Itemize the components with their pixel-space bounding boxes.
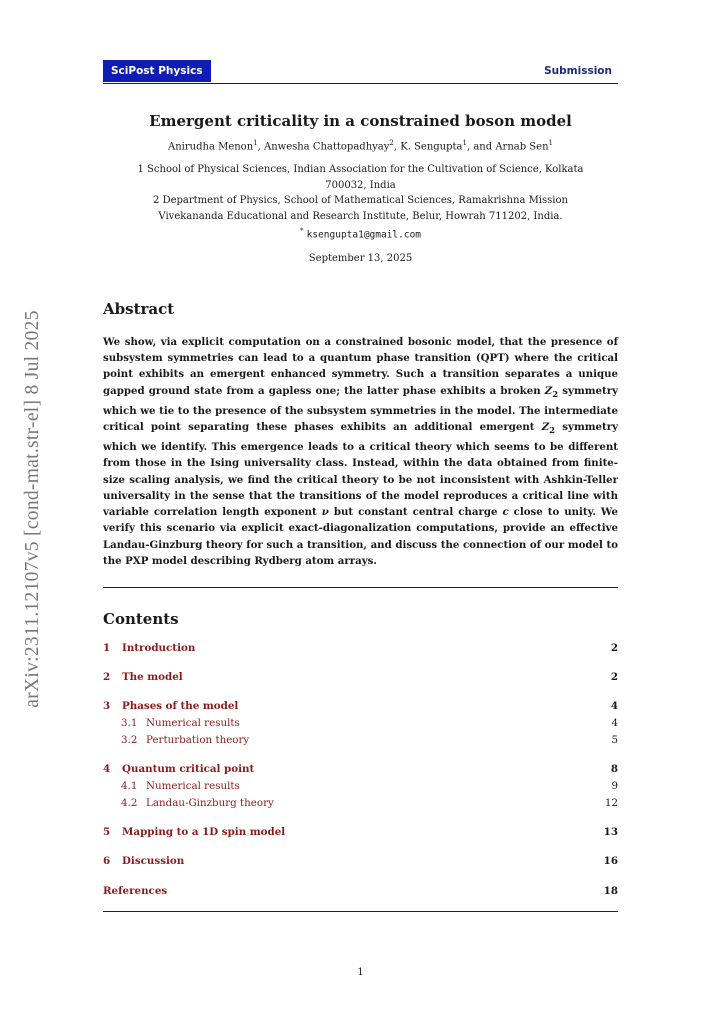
affiliation-1-line-2: 700032, India	[325, 179, 396, 191]
toc-section-introduction[interactable]: 1 Introduction 2	[103, 642, 618, 654]
toc-section-phases[interactable]: 3 Phases of the model 4	[103, 700, 618, 712]
page-header	[103, 60, 618, 84]
abstract-heading: Abstract	[103, 300, 175, 318]
toc-section-the-model[interactable]: 2 The model 2	[103, 671, 618, 683]
author-list: Anirudha Menon$^1$, Anwesha Chattopadhyay$^2$, K. Sengupta$^1$, and Arnab Sen$^1$	[168, 139, 553, 153]
toc-subsection-3-1[interactable]: 3.1 Numerical results 4	[121, 717, 618, 729]
affiliation-2-line-1: 2 Department of Physics, School of Mathematical Sciences, Ramakrishna Mission	[153, 195, 568, 206]
email-line: * ksengupta1@gmail.com	[299, 227, 422, 241]
arxiv-stamp: arXiv:2311.12107v5 [cond-mat.str-el] 8 Jul 2025	[22, 310, 43, 708]
contents-heading: Contents	[103, 610, 179, 628]
divider	[103, 911, 618, 912]
divider	[103, 587, 618, 588]
paper-title: Emergent criticality in a constrained boson model	[149, 112, 572, 130]
toc-section-discussion[interactable]: 6 Discussion 16	[103, 855, 618, 867]
toc-subsection-4-2[interactable]: 4.2 Landau-Ginzburg theory 12	[121, 797, 618, 809]
abstract-body: We show, via explicit computation on a constrained bosonic model, that the presence of subsystem symmetries can lead to a quantum phase transition (QPT) where the critical point exhibits an emergent enhanced symmetry. Such a transition separates a unique gapped ground state from a gapless one; the latter phase exhibits a broken $Z_2$ symmetry which we tie to the presence of the subsystem symmetries in the model. The intermediate critical point separating these phases exhibits an additional emergent $Z_2$ symmetry which we identify. This emergence leads to a critical theory which seems to be different from those in the Ising universality class. Instead, within the data obtained from finite-size scaling analysis, we find the critical theory to be not inconsistent with Ashkin-Teller universality in the sense that the transitions of the model reproduces a critical line with variable correlation length exponent ν but constant central charge c close to unity. We verify this scenario via explicit exact-diagonalization computations, provide an effective Landau-Ginzburg theory for such a transition, and discuss the connection of our model to the PXP model describing Rydberg atom arrays.	[103, 336, 619, 567]
toc-section-mapping[interactable]: 5 Mapping to a 1D spin model 13	[103, 826, 618, 838]
paper-date: September 13, 2025	[308, 253, 413, 264]
toc-references[interactable]: References 18	[103, 885, 618, 897]
author: Anwesha Chattopadhyay	[263, 141, 390, 153]
submission-label: Submission	[544, 65, 612, 77]
journal-badge[interactable]: SciPost Physics	[103, 60, 211, 82]
page-number: 1	[357, 967, 364, 978]
email-link[interactable]: ksengupta1@gmail.com	[306, 229, 422, 241]
toc-subsection-3-2[interactable]: 3.2 Perturbation theory 5	[121, 734, 618, 746]
affiliations	[103, 162, 618, 243]
toc-subsection-4-1[interactable]: 4.1 Numerical results 9	[121, 780, 618, 792]
affiliation-2-line-2: Vivekananda Educational and Research Institute, Belur, Howrah 711202, India.	[158, 210, 563, 222]
author: K. Sengupta	[400, 141, 463, 153]
author: Anirudha Menon	[168, 141, 254, 153]
toc-section-qcp[interactable]: 4 Quantum critical point 8	[103, 763, 618, 775]
author: Arnab Sen	[495, 141, 549, 153]
affiliation-1-line-1: 1 School of Physical Sciences, Indian Association for the Cultivation of Science, Kolkata	[137, 164, 584, 175]
